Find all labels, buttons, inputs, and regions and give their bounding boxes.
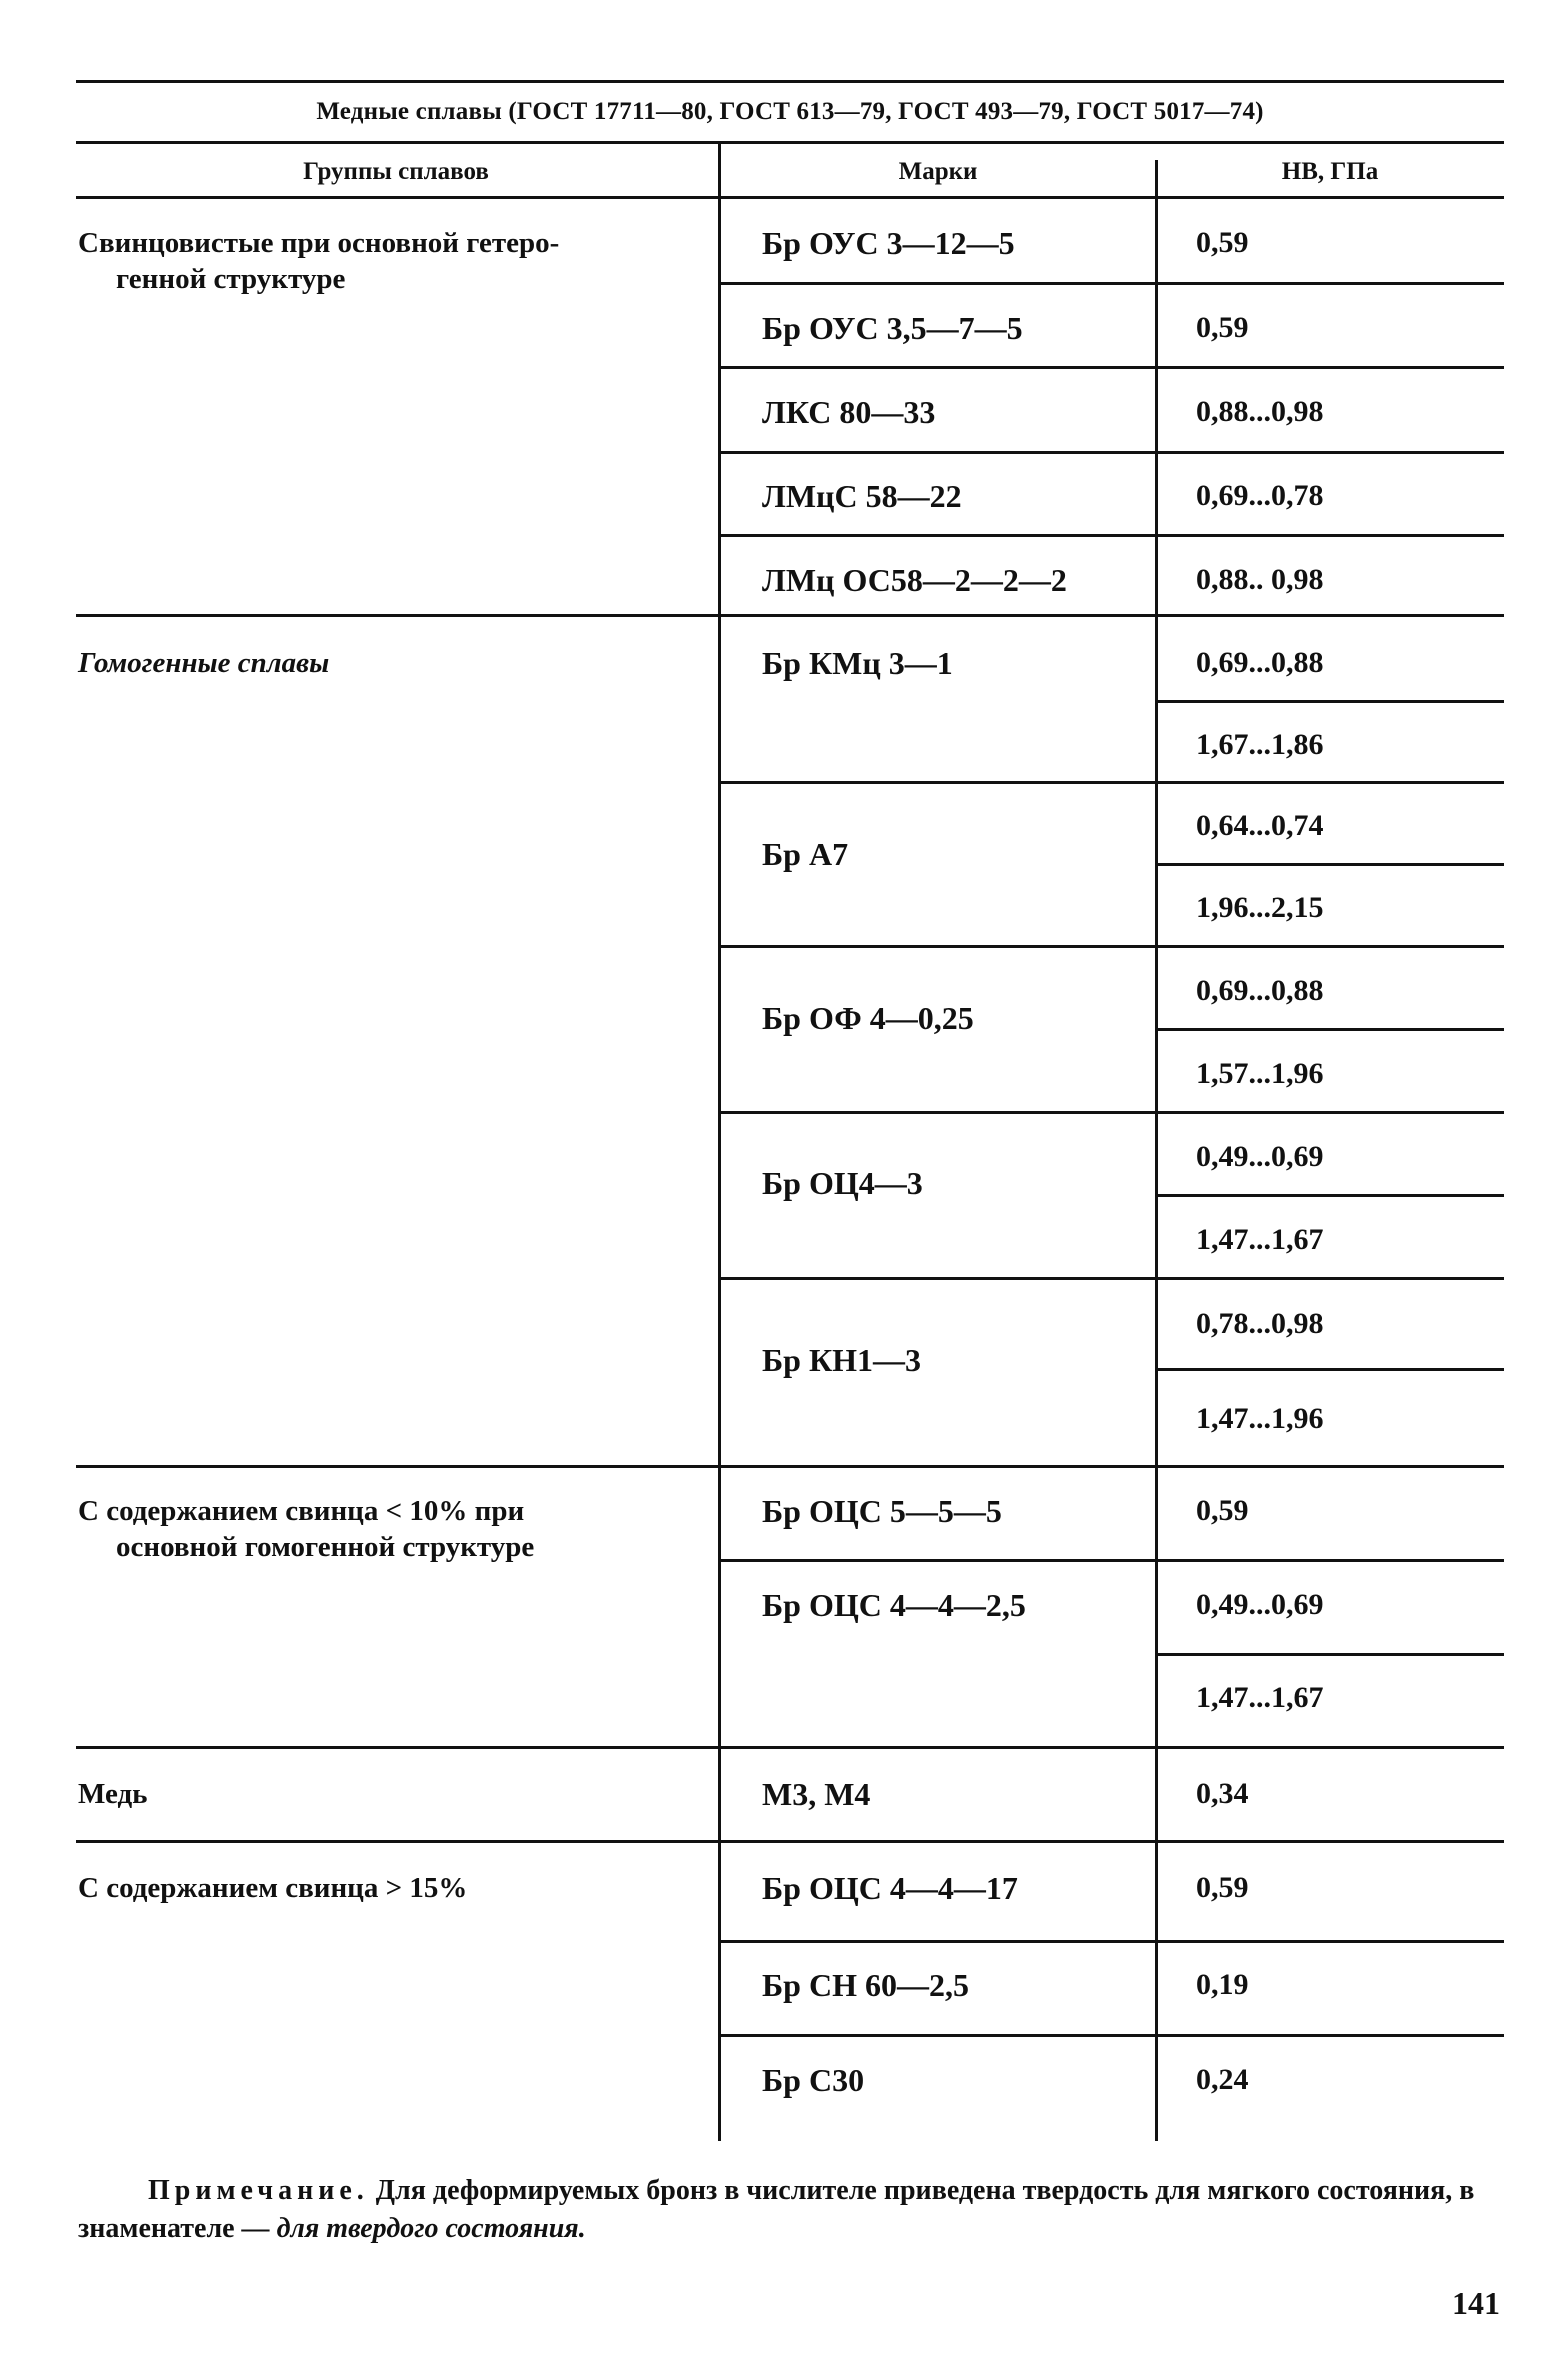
alloy-mark: ЛМцС 58—22 [762, 478, 962, 514]
table-note [78, 2172, 1498, 2248]
group-label-line: генной структуре [116, 263, 346, 295]
hb-value: 0,49...0,69 [1196, 1588, 1324, 1621]
row-separator [720, 451, 1504, 454]
hb-value: 0,19 [1196, 1968, 1249, 2001]
hb-value: 0,69...0,88 [1196, 646, 1324, 679]
hb-separator [1157, 1194, 1504, 1197]
hb-value: 0,59 [1196, 1494, 1249, 1527]
row-separator [720, 1277, 1504, 1280]
hb-value: 0,88.. 0,98 [1196, 563, 1324, 596]
group-label-line: С содержанием свинца > 15% [78, 1872, 468, 1904]
group-label-line: Гомогенные сплавы [78, 647, 330, 679]
hb-separator [1157, 700, 1504, 703]
group-separator [76, 1840, 1504, 1843]
alloy-mark: Бр ОФ 4—0,25 [762, 1000, 974, 1036]
alloy-mark: ЛКС 80—33 [762, 394, 936, 430]
hb-value: 0,69...0,78 [1196, 479, 1324, 512]
alloy-mark: Бр ОУС 3—12—5 [762, 225, 1015, 261]
hb-value: 0,59 [1196, 226, 1249, 259]
alloy-mark: Бр ОЦС 4—4—2,5 [762, 1587, 1026, 1623]
alloy-mark: ЛМц ОС58—2—2—2 [762, 562, 1067, 598]
row-separator [720, 1559, 1504, 1562]
group-label [78, 645, 698, 681]
hb-value: 0,34 [1196, 1777, 1249, 1810]
title-rule [76, 141, 1504, 144]
group-separator [76, 1746, 1504, 1749]
hb-value: 1,47...1,67 [1196, 1681, 1324, 1714]
group-label-line: Свинцовистые при основной гетеро- [78, 227, 560, 259]
alloy-mark: Бр КМц 3—1 [762, 645, 953, 681]
row-separator [720, 282, 1504, 285]
hb-value: 0,88...0,98 [1196, 395, 1324, 428]
row-separator [720, 945, 1504, 948]
column-header-mark: Марки [898, 158, 978, 185]
table-title: Медные сплавы (ГОСТ 17711—80, ГОСТ 613—79, ГОСТ 493—79, ГОСТ 5017—74) [316, 98, 1264, 125]
row-separator [720, 1940, 1504, 1943]
alloy-mark: Бр С30 [762, 2062, 865, 2098]
hb-value: 0,59 [1196, 311, 1249, 344]
hb-value: 0,78...0,98 [1196, 1307, 1324, 1340]
hb-separator [1157, 863, 1504, 866]
alloy-mark: Бр СН 60—2,5 [762, 1967, 969, 2003]
group-label [78, 1493, 698, 1565]
group-label-line: основной гомогенной структуре [116, 1531, 535, 1563]
column-header-group: Группы сплавов [303, 158, 489, 185]
group-label [78, 1870, 698, 1906]
group-label-line: Медь [78, 1778, 148, 1810]
hb-value: 1,96...2,15 [1196, 891, 1324, 924]
row-separator [720, 1111, 1504, 1114]
hb-value: 1,47...1,96 [1196, 1402, 1324, 1435]
column-divider-right [1155, 160, 1158, 2141]
row-separator [720, 366, 1504, 369]
hb-value: 1,67...1,86 [1196, 728, 1324, 761]
hb-separator [1157, 1368, 1504, 1371]
header-rule [76, 196, 1504, 199]
note-text-italic: — для твердого состояния. [234, 2213, 586, 2244]
alloy-mark: Бр А7 [762, 836, 849, 872]
hb-separator [1157, 1028, 1504, 1031]
hb-value: 1,47...1,67 [1196, 1223, 1324, 1256]
note-text: Для деформируемых бронз в числителе приведена твердость для мягкого состояния, в знаменателе [78, 2175, 1475, 2244]
alloy-mark: М3, М4 [762, 1776, 871, 1812]
row-separator [720, 2034, 1504, 2037]
alloy-mark: Бр ОЦ4—3 [762, 1165, 923, 1201]
hb-value: 0,49...0,69 [1196, 1140, 1324, 1173]
alloy-mark: Бр ОЦС 5—5—5 [762, 1493, 1002, 1529]
row-separator [720, 781, 1504, 784]
group-label [78, 1776, 698, 1812]
group-separator [76, 1465, 1504, 1468]
table-top-rule [76, 80, 1504, 83]
hb-value: 0,59 [1196, 1871, 1249, 1904]
hb-value: 0,64...0,74 [1196, 809, 1324, 842]
hb-value: 0,69...0,88 [1196, 974, 1324, 1007]
alloy-mark: Бр ОЦС 4—4—17 [762, 1870, 1018, 1906]
alloy-mark: Бр ОУС 3,5—7—5 [762, 310, 1023, 346]
column-header-hb: НВ, ГПа [1281, 158, 1379, 185]
group-separator [76, 614, 1504, 617]
hb-value: 0,24 [1196, 2063, 1249, 2096]
note-label: Примечание. [148, 2175, 369, 2206]
row-separator [720, 534, 1504, 537]
hb-value: 1,57...1,96 [1196, 1057, 1324, 1090]
group-label [78, 225, 698, 297]
page-number: 141 [1452, 2285, 1500, 2321]
hb-separator [1157, 1653, 1504, 1656]
alloy-mark: Бр КН1—3 [762, 1342, 922, 1378]
group-label-line: С содержанием свинца < 10% при [78, 1495, 525, 1527]
